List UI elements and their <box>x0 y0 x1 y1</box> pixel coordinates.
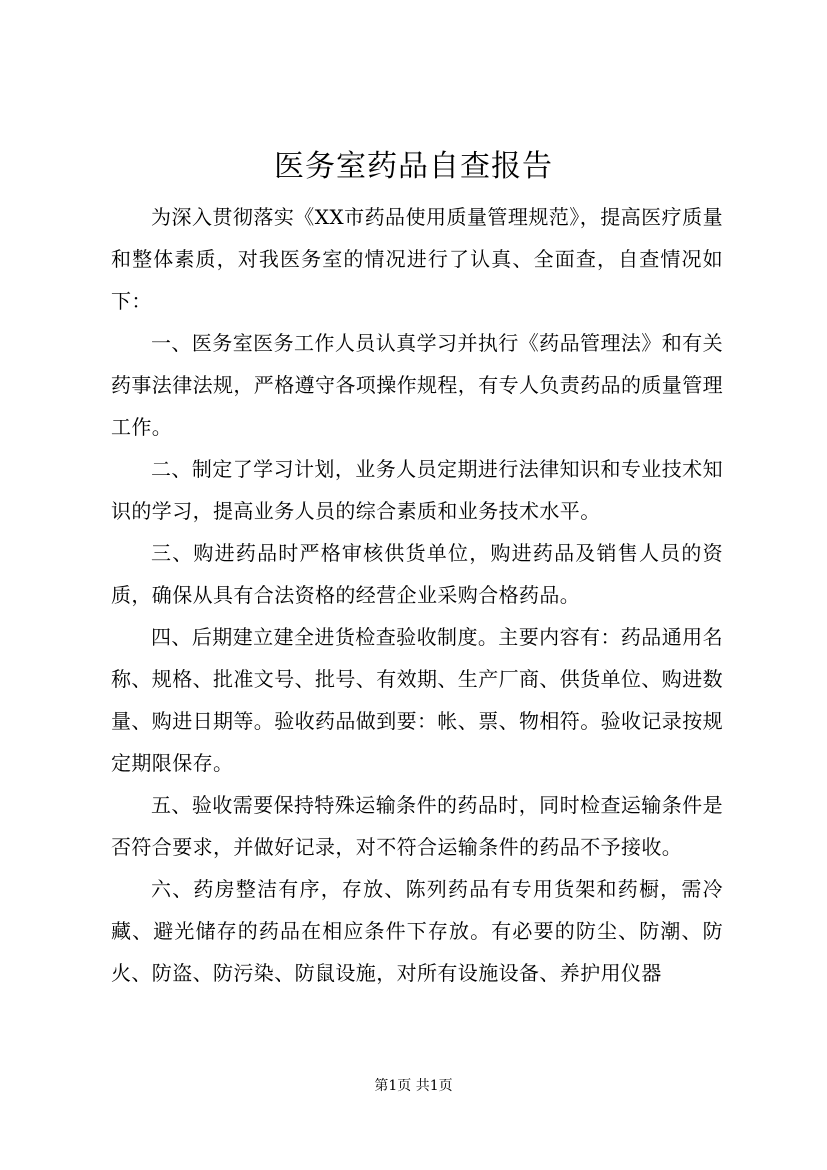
page-number-footer: 第1页 共1页 <box>374 1078 453 1094</box>
paragraph-4: 四、后期建立建全进货检查验收制度。主要内容有：药品通用名称、规格、批准文号、批号、有效期、生产厂商、供货单位、购进数量、购进日期等。验收药品做到要：帐、票、物相符。验收记录按规定期限保存。 <box>111 625 723 775</box>
document-body <box>111 196 723 994</box>
paragraph-3: 三、购进药品时严格审核供货单位，购进药品及销售人员的资质，确保从具有合法资格的经营企业采购合格药品。 <box>111 541 723 607</box>
document-title: 医务室药品自查报告 <box>274 149 553 184</box>
paragraph-intro: 为深入贯彻落实《XX市药品使用质量管理规范》，提高医疗质量和整体素质，对我医务室的情况进行了认真、全面查，自查情况如下： <box>111 205 723 313</box>
paragraph-2: 二、制定了学习计划，业务人员定期进行法律知识和专业技术知识的学习，提高业务人员的综合素质和业务技术水平。 <box>111 457 723 523</box>
paragraph-6: 六、药房整洁有序，存放、陈列药品有专用货架和药橱，需冷藏、避光储存的药品在相应条件下存放。有必要的防尘、防潮、防火、防盗、防污染、防鼠设施，对所有设施设备、养护用仪器 <box>111 877 723 985</box>
paragraph-1: 一、医务室医务工作人员认真学习并执行《药品管理法》和有关药事法律法规，严格遵守各项操作规程，有专人负责药品的质量管理工作。 <box>111 331 723 439</box>
paragraph-5: 五、验收需要保持特殊运输条件的药品时，同时检查运输条件是否符合要求，并做好记录，对不符合运输条件的药品不予接收。 <box>111 793 723 859</box>
